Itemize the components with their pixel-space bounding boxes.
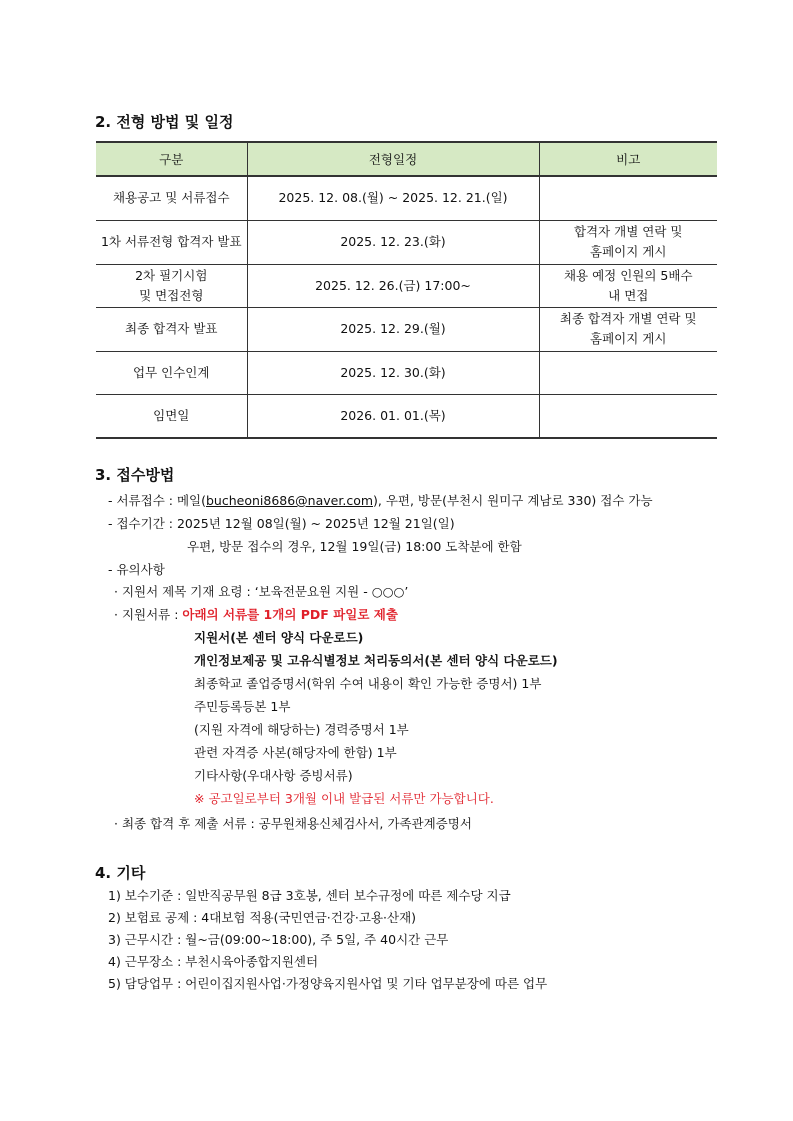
section3-heading: 3. 접수방법	[95, 466, 175, 484]
schedule-cell: 2025. 12. 30.(화)	[247, 351, 539, 394]
period-note: 우편, 방문 접수의 경우, 12월 19일(금) 18:00 도착분에 한함	[187, 539, 522, 554]
stage-cell: 1차 서류전형 합격자 발표	[96, 220, 247, 264]
schedule-table	[96, 141, 717, 439]
table-row	[96, 220, 717, 264]
title-rule: · 지원서 제목 기재 요령 : ‘보육전문요원 지원 - ○○○’	[114, 584, 409, 599]
section2-heading: 2. 전형 방법 및 일정	[95, 113, 234, 131]
doc-item: 개인정보제공 및 고유식별정보 처리동의서(본 센터 양식 다운로드)	[194, 653, 558, 668]
final-docs: · 최종 합격 후 제출 서류 : 공무원채용신체검사서, 가족관계증명서	[114, 816, 472, 831]
docs-notice: ※ 공고일로부터 3개월 이내 발급된 서류만 가능합니다.	[194, 791, 494, 806]
table-row	[96, 351, 717, 394]
note-cell	[539, 176, 717, 220]
etc-item: 2) 보험료 공제 : 4대보험 적용(국민연금·건강·고용·산재)	[108, 910, 417, 925]
stage-cell: 채용공고 및 서류접수	[96, 176, 247, 220]
note-cell	[539, 394, 717, 438]
docs-highlight: 아래의 서류를 1개의 PDF 파일로 제출	[182, 607, 398, 622]
stage-cell: 업무 인수인계	[96, 351, 247, 394]
header-note: 비고	[539, 142, 717, 176]
note-cell: 최종 합격자 개별 연락 및 홈페이지 게시	[539, 307, 717, 351]
note-cell	[539, 351, 717, 394]
table-header-row	[96, 142, 717, 176]
docs-line: · 지원서류 : 아래의 서류를 1개의 PDF 파일로 제출	[114, 607, 398, 622]
schedule-cell: 2025. 12. 08.(월) ~ 2025. 12. 21.(일)	[247, 176, 539, 220]
header-schedule: 전형일정	[247, 142, 539, 176]
stage-cell: 2차 필기시험 및 면접전형	[96, 264, 247, 307]
table-row	[96, 307, 717, 351]
note-cell: 합격자 개별 연락 및 홈페이지 게시	[539, 220, 717, 264]
etc-item: 1) 보수기준 : 일반직공무원 8급 3호봉, 센터 보수규정에 따른 제수당 지급	[108, 888, 511, 903]
table-row	[96, 264, 717, 307]
doc-item: 주민등록등본 1부	[194, 699, 291, 714]
etc-item: 5) 담당업무 : 어린이집지원사업·가정양육지원사업 및 기타 업무분장에 따른 업무	[108, 976, 548, 991]
note-cell: 채용 예정 인원의 5배수 내 면접	[539, 264, 717, 307]
etc-item: 3) 근무시간 : 월~금(09:00~18:00), 주 5일, 주 40시간 근무	[108, 932, 449, 947]
doc-item: 지원서(본 센터 양식 다운로드)	[194, 630, 364, 645]
doc-item: 최종학교 졸업증명서(학위 수여 내용이 확인 가능한 증명서) 1부	[194, 676, 542, 691]
doc-item: 기타사항(우대사항 증빙서류)	[194, 768, 353, 783]
caution-line: - 유의사항	[108, 562, 165, 577]
receipt-line: - 서류접수 : 메일(bucheoni8686@naver.com), 우편, 방문(부천시 원미구 계남로 330) 접수 가능	[108, 493, 653, 508]
schedule-cell: 2026. 01. 01.(목)	[247, 394, 539, 438]
stage-cell: 최종 합격자 발표	[96, 307, 247, 351]
doc-item: (지원 자격에 해당하는) 경력증명서 1부	[194, 722, 409, 737]
section4-heading: 4. 기타	[95, 864, 146, 882]
schedule-cell: 2025. 12. 26.(금) 17:00~	[247, 264, 539, 307]
stage-cell: 임면일	[96, 394, 247, 438]
doc-item: 관련 자격증 사본(해당자에 한함) 1부	[194, 745, 397, 760]
etc-item: 4) 근무장소 : 부천시육아종합지원센터	[108, 954, 319, 969]
schedule-cell: 2025. 12. 23.(화)	[247, 220, 539, 264]
email-link[interactable]: bucheoni8686@naver.com	[205, 493, 374, 508]
header-category: 구분	[96, 142, 247, 176]
table-row	[96, 176, 717, 220]
schedule-cell: 2025. 12. 29.(월)	[247, 307, 539, 351]
period-line: - 접수기간 : 2025년 12월 08일(월) ~ 2025년 12월 21일(일)	[108, 516, 455, 531]
table-row	[96, 394, 717, 438]
